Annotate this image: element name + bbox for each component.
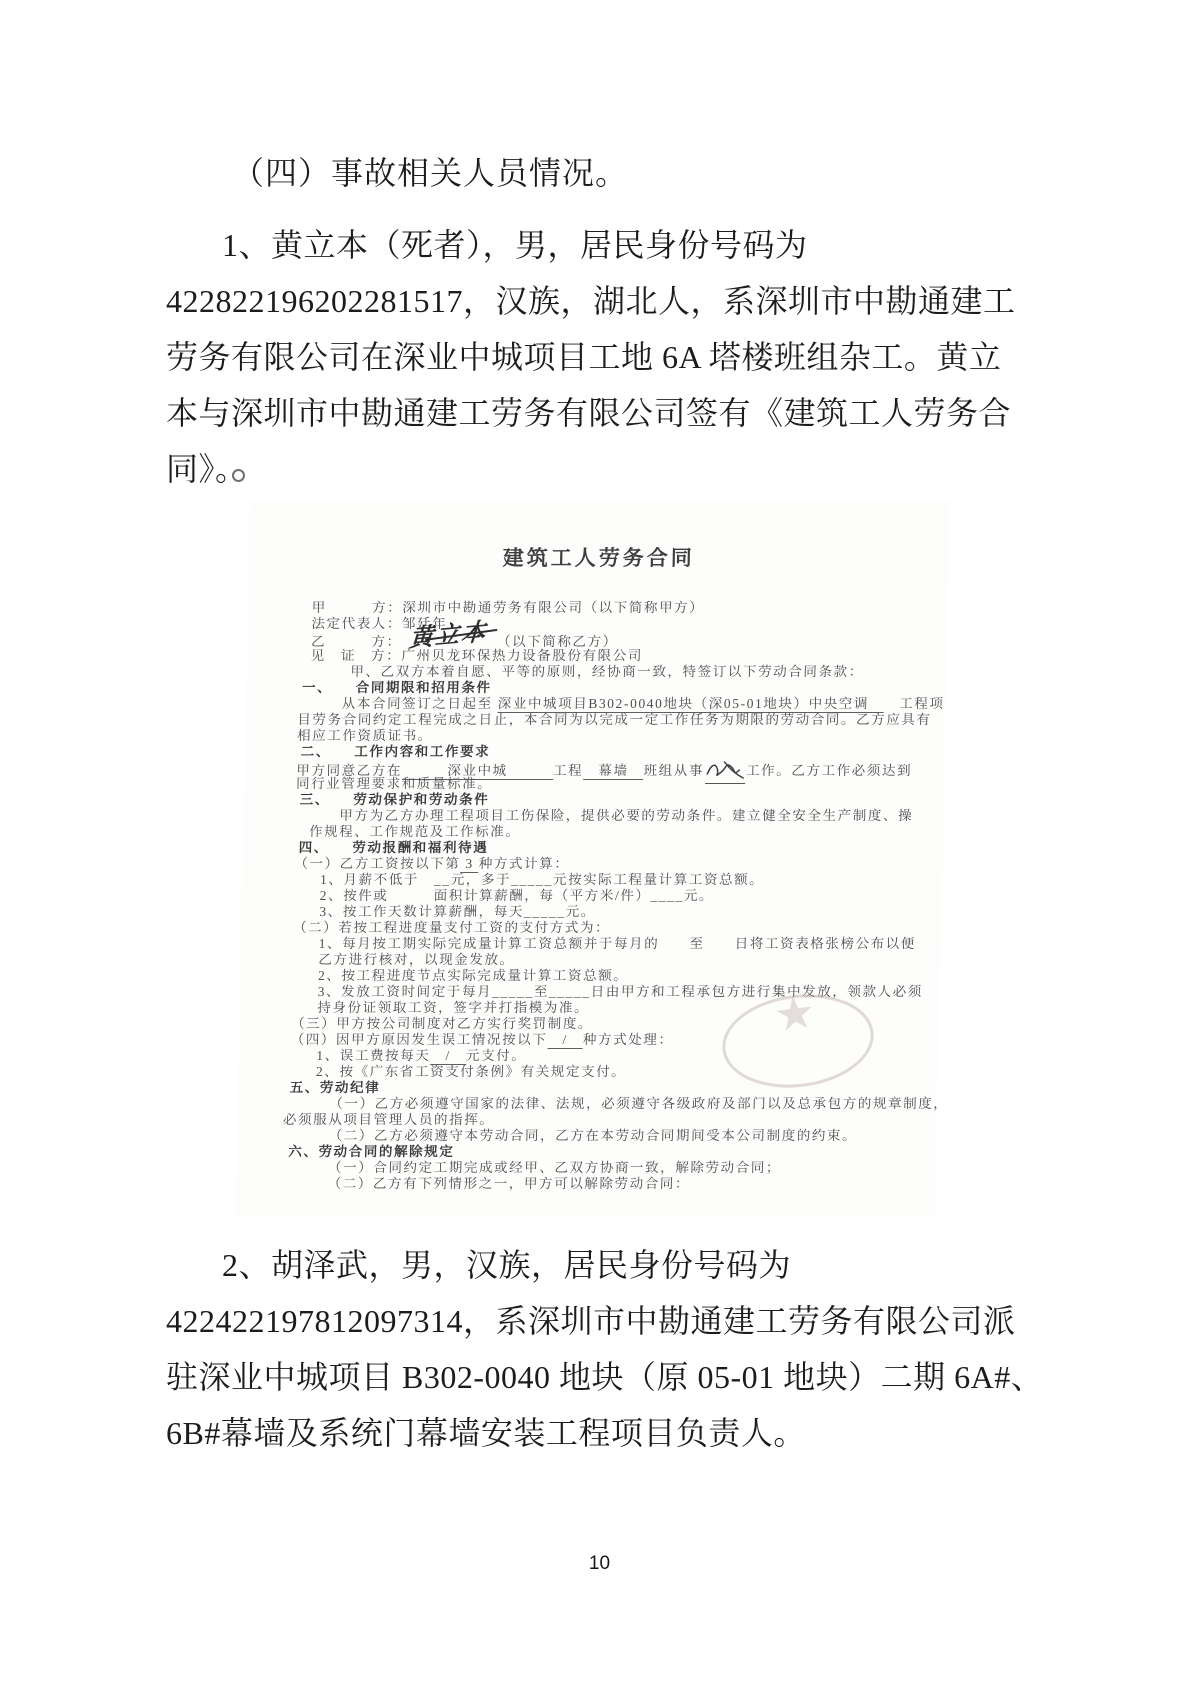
report-line: 422822196202281517，汉族，湖北人，系深圳市中勘通建工	[166, 283, 1016, 319]
page-number: 10	[588, 1553, 611, 1574]
contract-text: 工程	[552, 763, 584, 778]
contract-text: （以下简称乙方）	[488, 634, 618, 649]
report-line: 同》。	[166, 451, 248, 487]
report-paragraph-2	[166, 1237, 1096, 1461]
report-line: 本与深圳市中勘通建工劳务有限公司签有《建筑工人劳务合	[166, 395, 1012, 431]
contract-line	[299, 840, 489, 855]
contract-line	[300, 792, 490, 807]
contract-line	[301, 744, 491, 759]
contract-text: 3、发放工资时间定于每月_____至_____日由甲方和工程承包方进行集中发放，领款人必须	[317, 984, 924, 999]
contract-line	[309, 824, 521, 839]
contract-text: 四、 劳动报酬和福利待遇	[298, 840, 489, 855]
filled-blank-text: /	[430, 1048, 467, 1063]
contract-line	[319, 936, 917, 951]
filled-blank-text: 深业中城项目B302-0040地块（深05-01地块）中央空调	[497, 696, 885, 711]
contract-text: （一）乙方必须遵守国家的法律、法规，必须遵守各级政府及部门以及总承包方的规章制度，	[329, 1096, 949, 1111]
contract-text: 必须服从项目管理人员的指挥。	[282, 1112, 495, 1127]
contract-line	[290, 1080, 381, 1095]
contract-text: （一）合同约定工期完成或经甲、乙双方协商一致，解除劳动合同；	[327, 1160, 782, 1175]
contract-text: 3、按工作天数计算薪酬，每天_____元。	[319, 904, 597, 919]
contract-line	[312, 600, 705, 615]
contract-line	[316, 1064, 627, 1079]
filled-blank-text: 3	[460, 856, 479, 871]
contract-text: 种方式处理：	[582, 1032, 674, 1047]
contract-line	[318, 968, 629, 983]
report-line: 驻深业中城项目 B302-0040 地块（原 05-01 地块）二期 6A#、	[166, 1359, 1044, 1395]
contract-line	[302, 680, 492, 695]
report-line: 1、黄立本（死者），男，居民身份号码为	[222, 227, 808, 263]
contract-line	[288, 1144, 454, 1159]
contract-text: （四）因甲方原因发生误工情况按以下	[290, 1032, 548, 1047]
contract-text: 五、劳动纪律	[289, 1080, 381, 1095]
contract-text: （三）甲方按公司制度对乙方实行奖罚制度。	[290, 1016, 594, 1031]
contract-line	[328, 1176, 691, 1191]
contract-text: 1、每月按工期实际完成量计算工资总额并于每月的 至 日将工资表格张榜公布以便	[318, 936, 917, 951]
contract-text: （二）乙方必须遵守本劳动合同，乙方在本劳动合同期间受本公司制度的约束。	[328, 1128, 858, 1143]
filled-blank-text: /	[547, 1032, 584, 1047]
report-line: 劳务有限公司在深业中城项目工地 6A 塔楼班组杂工。黄立	[166, 339, 1002, 375]
contract-line	[350, 664, 864, 679]
party-b-signature: 黄立本	[407, 619, 488, 653]
contract-text: 甲 方：深圳市中勘通劳务有限公司（以下简称甲方）	[311, 600, 705, 615]
contract-line	[339, 808, 913, 823]
contract-text: 甲方同意乙方在	[296, 763, 403, 778]
contract-text: 一、 合同期限和招用条件	[301, 680, 492, 695]
contract-scan-image	[235, 500, 950, 1215]
contract-text: 2、按工程进度节点实际完成量计算工资总额。	[317, 968, 629, 983]
contract-text: 目劳务合同约定工程完成之日止，本合同为以完成一定工作任务为期限的劳动合同。乙方应具有	[297, 712, 932, 727]
contract-line	[329, 1096, 948, 1111]
report-line: 6B#幕墙及系统门幕墙安装工程项目负责人。	[166, 1415, 806, 1451]
contract-text: 二、 工作内容和工作要求	[300, 744, 491, 759]
contract-line	[283, 1112, 495, 1127]
contract-text: 作规程、工作规范及工作标准。	[308, 824, 521, 839]
contract-line	[297, 728, 433, 743]
contract-text: 六、劳动合同的解除规定	[288, 1144, 455, 1159]
contract-text: 从本合同签订之日起至	[341, 696, 498, 711]
contract-text: 1、误工费按每天	[316, 1048, 431, 1063]
contract-line	[318, 952, 515, 967]
filled-blank-text: 幕墙	[583, 763, 644, 778]
contract-text: 见 证 方：广州贝龙环保热力设备股份有限公司	[310, 648, 644, 663]
contract-line	[291, 1016, 593, 1031]
report-line: 422422197812097314，系深圳市中勘通建工劳务有限公司派	[166, 1303, 1016, 1339]
star-icon: ★	[770, 983, 819, 1043]
contract-title: 建筑工人劳务合同	[502, 546, 696, 570]
contract-line	[291, 1032, 674, 1047]
contract-line	[296, 776, 493, 791]
contract-line	[293, 920, 610, 935]
binder-hole-mark	[232, 469, 245, 482]
contract-line	[319, 904, 596, 919]
contract-line	[342, 696, 945, 711]
contract-text: 工作。乙方工作必须达到	[745, 763, 913, 778]
contract-text: 乙方进行核对，以现金发放。	[318, 952, 515, 967]
filled-blank-text: 深业中城	[401, 763, 554, 778]
contract-text: 2、按件或 面积计算薪酬，每（平方米/件）____元。	[319, 888, 715, 903]
contract-text: 1、月薪不低于 __元，多于_____元按实际工程量计算工资总额。	[319, 872, 765, 887]
contract-text: 法定代表人：邹廷年	[311, 616, 448, 631]
contract-text: 三、 劳动保护和劳动条件	[299, 792, 490, 807]
contract-text: 甲方为乙方办理工程项目工伤保险，提供必要的劳动条件。建立健全安全生产制度、操	[339, 808, 914, 823]
contract-text: 相应工作资质证书。	[296, 728, 434, 743]
report-line: 2、胡泽武，男，汉族，居民身份号码为	[222, 1247, 792, 1283]
contract-text: 种方式计算：	[478, 856, 570, 871]
contract-line	[316, 1048, 526, 1063]
contract-line	[328, 1160, 781, 1175]
contract-text: 工程项	[884, 696, 945, 711]
contract-text: 班组从事	[643, 763, 705, 778]
section-heading: （四）事故相关人员情况。	[232, 155, 629, 191]
contract-text: （一）乙方工资按以下第	[294, 856, 461, 871]
contract-text: 乙 方：	[310, 634, 407, 649]
contract-line	[317, 1000, 589, 1015]
contract-text: 甲、乙双方本着自愿、平等的原则，经协商一致，特签订以下劳动合同条款：	[350, 664, 864, 679]
contract-text: 2、按《广东省工资支付条例》有关规定支付。	[315, 1064, 627, 1079]
contract-line	[320, 888, 715, 903]
handwritten-word-scribble	[705, 760, 746, 784]
contract-text: （二）乙方有下列情形之一，甲方可以解除劳动合同：	[327, 1176, 691, 1191]
contract-line	[311, 648, 644, 663]
contract-line	[320, 872, 765, 887]
contract-text: 元支付。	[465, 1048, 527, 1063]
contract-line	[294, 856, 569, 871]
contract-text: 持身份证领取工资，签字并打指模为准。	[317, 1000, 590, 1015]
contract-text: （二）若按工程进度量支付工资的支付方式为：	[292, 920, 611, 935]
contract-line	[329, 1128, 858, 1143]
contract-line	[297, 712, 932, 727]
contract-text: 同行业管理要求和质量标准。	[295, 776, 493, 791]
report-paragraph-1	[166, 217, 1096, 497]
